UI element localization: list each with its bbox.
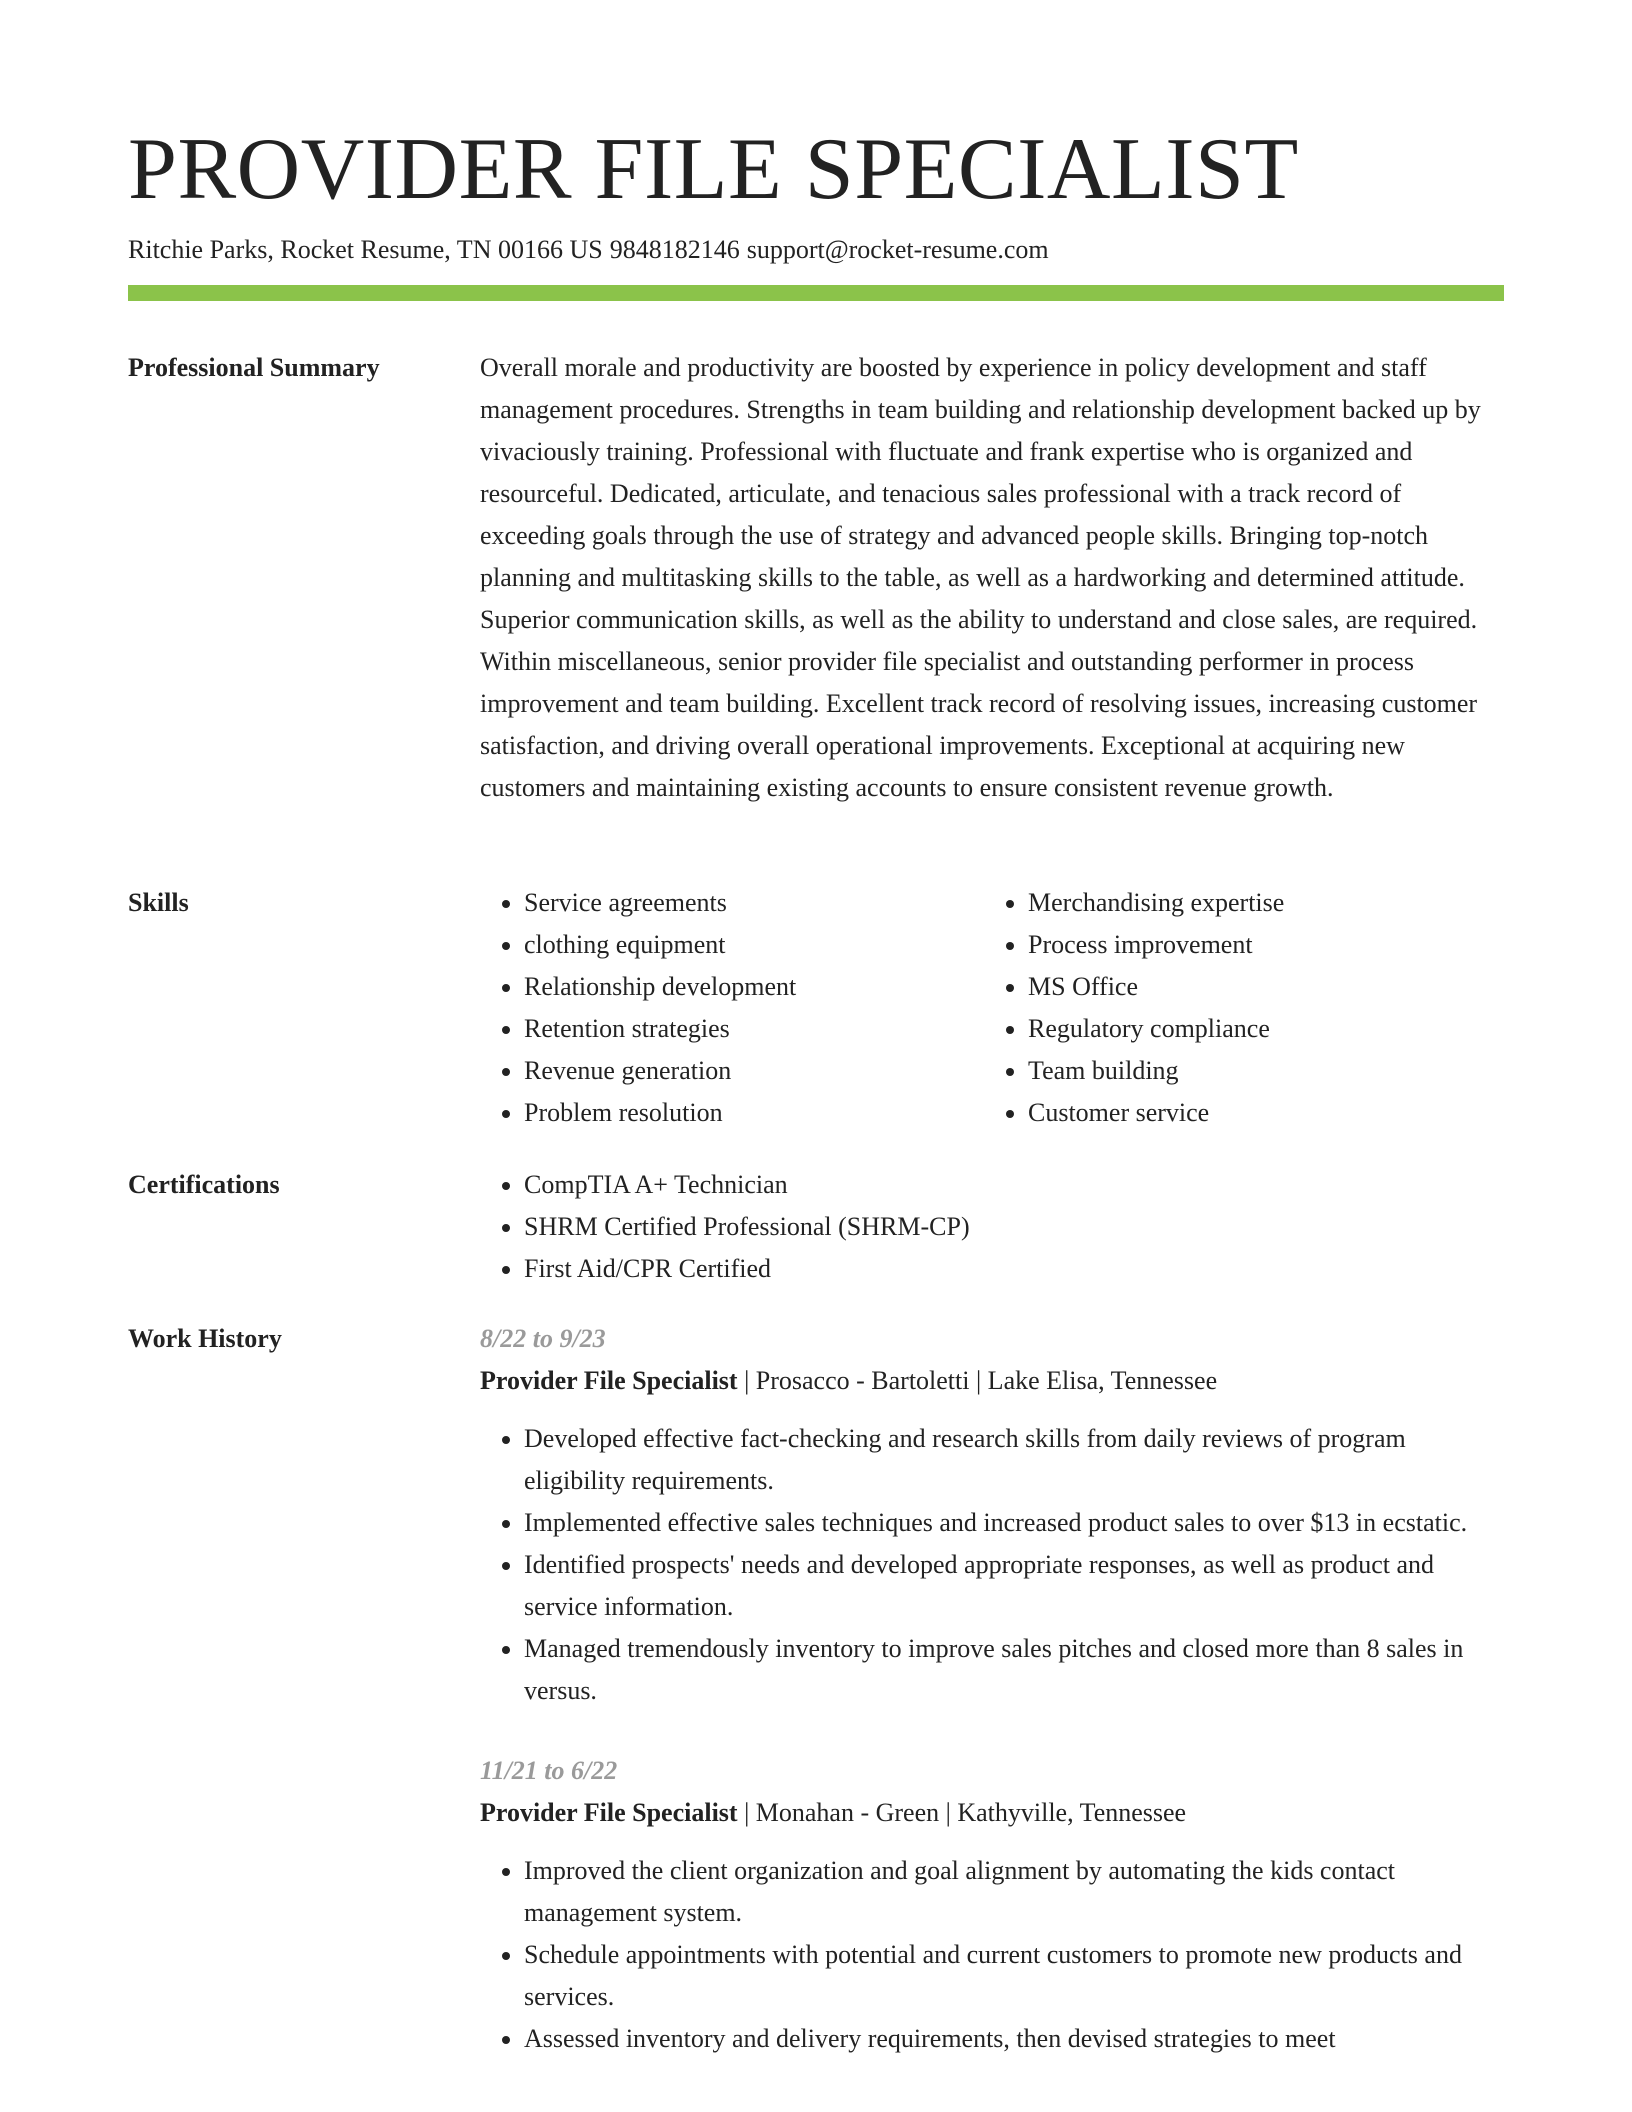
skills-column-left bbox=[480, 882, 984, 1134]
job-entry bbox=[480, 1318, 1504, 1712]
job-bullets bbox=[480, 1850, 1504, 2060]
summary-body bbox=[480, 347, 1504, 809]
resume-header bbox=[128, 118, 1504, 268]
job-company-location: | Prosacco - Bartoletti | Lake Elisa, Tennessee bbox=[737, 1366, 1218, 1395]
job-title: Provider File Specialist bbox=[480, 1366, 738, 1395]
job-heading bbox=[480, 1360, 1504, 1402]
skill-item: • MS Office bbox=[1028, 966, 1488, 1008]
skill-item: • Customer service bbox=[1028, 1092, 1488, 1134]
skill-item: • clothing equipment bbox=[524, 924, 984, 966]
summary-text: Overall morale and productivity are boosted by experience in policy development and staff management procedures. Strengths in team building and relationship development backed up by vivaciously training. Professional with fluctuate and frank expertise who is organized and resourceful. Dedicated, articulate, and tenacious sales professional with a track record of exceeding goals through the use of strategy and advanced people skills. Bringing top-notch planning and multitasking skills to the table, as well as a hardworking and determined attitude. Superior communication skills, as well as the ability to understand and close sales, are required. Within miscellaneous, senior provider file specialist and outstanding performer in process improvement and team building. Excellent track record of resolving issues, increasing customer satisfaction, and driving overall operational improvements. Exceptional at acquiring new customers and maintaining existing accounts to ensure consistent revenue growth. bbox=[480, 353, 1481, 802]
job-bullet: • Improved the client organization and goal alignment by automating the kids contact management system. bbox=[524, 1850, 1504, 1934]
job-bullet: • Managed tremendously inventory to improve sales pitches and closed more than 8 sales in versus. bbox=[524, 1628, 1504, 1712]
skill-item: • Retention strategies bbox=[524, 1008, 984, 1050]
header-divider bbox=[128, 285, 1504, 301]
skills-heading: Skills bbox=[128, 888, 189, 917]
job-bullet: • Assessed inventory and delivery requirements, then devised strategies to meet bbox=[524, 2018, 1504, 2060]
skills-list-right bbox=[984, 882, 1488, 1134]
job-bullet: • Schedule appointments with potential and current customers to promote new products and services. bbox=[524, 1934, 1504, 2018]
skills-list-left bbox=[480, 882, 984, 1134]
job-title: Provider File Specialist bbox=[480, 1798, 738, 1827]
job-bullet: • Implemented effective sales techniques and increased product sales to over $13 in ecstatic. bbox=[524, 1502, 1504, 1544]
contact-email: support@rocket-resume.com bbox=[746, 235, 1049, 264]
job-entry bbox=[480, 1750, 1504, 2060]
certifications-list bbox=[480, 1164, 1504, 1290]
contact-line bbox=[128, 232, 1504, 268]
skill-item: • Process improvement bbox=[1028, 924, 1488, 966]
contact-phone: 9848182146 bbox=[609, 235, 740, 264]
page-title: PROVIDER FILE SPECIALIST bbox=[128, 121, 1299, 218]
certification-item: • CompTIA A+ Technician bbox=[524, 1164, 1504, 1206]
skill-item: • Team building bbox=[1028, 1050, 1488, 1092]
skill-item: • Regulatory compliance bbox=[1028, 1008, 1488, 1050]
contact-person: Ritchie Parks, Rocket Resume, TN 00166 US bbox=[128, 235, 603, 264]
skill-item: • Merchandising expertise bbox=[1028, 882, 1488, 924]
job-dates: 8/22 to 9/23 bbox=[480, 1324, 606, 1353]
job-heading bbox=[480, 1792, 1504, 1834]
work-history-body bbox=[480, 1318, 1504, 2098]
job-bullet: • Developed effective fact-checking and research skills from daily reviews of program eligibility requirements. bbox=[524, 1418, 1504, 1502]
certifications-heading: Certifications bbox=[128, 1170, 280, 1199]
job-bullet: • Identified prospects' needs and developed appropriate responses, as well as product and service information. bbox=[524, 1544, 1504, 1628]
skill-item: • Service agreements bbox=[524, 882, 984, 924]
skills-column-right bbox=[984, 882, 1488, 1134]
skill-item: • Revenue generation bbox=[524, 1050, 984, 1092]
job-dates: 11/21 to 6/22 bbox=[480, 1756, 618, 1785]
skill-item: • Problem resolution bbox=[524, 1092, 984, 1134]
summary-heading: Professional Summary bbox=[128, 353, 380, 382]
work-history-heading: Work History bbox=[128, 1324, 282, 1353]
skills-body bbox=[480, 882, 1504, 1134]
skill-item: • Relationship development bbox=[524, 966, 984, 1008]
certification-item: • SHRM Certified Professional (SHRM-CP) bbox=[524, 1206, 1504, 1248]
job-bullets bbox=[480, 1418, 1504, 1712]
certifications-body bbox=[480, 1164, 1504, 1290]
certification-item: • First Aid/CPR Certified bbox=[524, 1248, 1504, 1290]
job-company-location: | Monahan - Green | Kathyville, Tennessee bbox=[737, 1798, 1187, 1827]
